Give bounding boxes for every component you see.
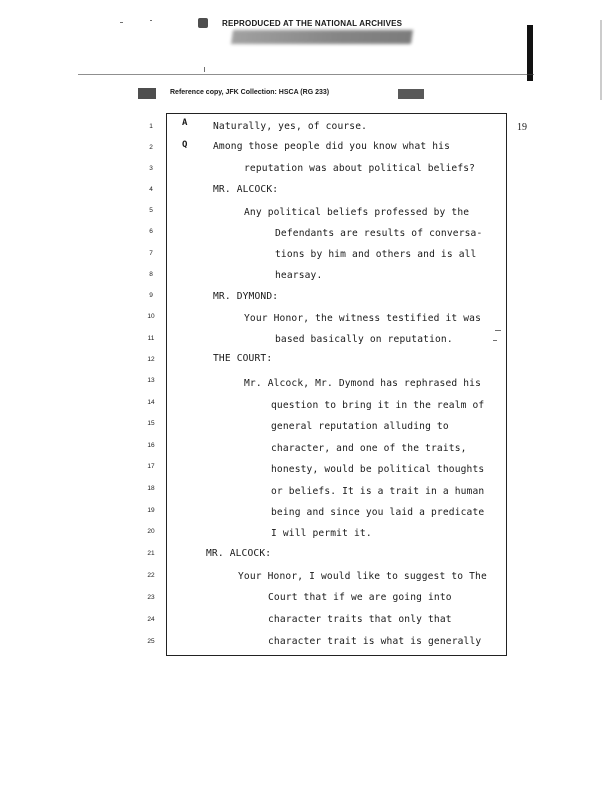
line-number: 11 <box>147 335 155 342</box>
line-number: 25 <box>147 638 155 645</box>
line-number: 21 <box>147 550 155 557</box>
redaction-mark-right <box>398 89 424 99</box>
transcript-line: I will permit it. <box>271 528 372 539</box>
speaker-heading: THE COURT: <box>213 353 273 364</box>
transcript-line: honesty, would be political thoughts <box>271 464 485 475</box>
speaker-heading: MR. DYMOND: <box>213 291 279 302</box>
line-number: 6 <box>149 228 153 235</box>
transcript-line: question to bring it in the realm of <box>271 400 485 411</box>
transcript-line: reputation was about political beliefs? <box>244 163 476 174</box>
transcript-line: character traits that only that <box>268 614 452 625</box>
line-number: 9 <box>149 292 153 299</box>
transcript-line: being and since you laid a predicate <box>271 507 485 518</box>
line-number: 2 <box>149 144 153 151</box>
scan-speck <box>120 22 123 23</box>
transcript-line: Court that if we are going into <box>268 592 452 603</box>
line-number: 15 <box>147 420 155 427</box>
transcript-line: or beliefs. It is a trait in a human <box>271 486 485 497</box>
scan-speck <box>150 20 152 21</box>
transcript-line: hearsay. <box>275 270 323 281</box>
stamp-smudge <box>231 30 413 44</box>
transcript-line: Naturally, yes, of course. <box>213 121 368 132</box>
line-number: 1 <box>149 123 153 130</box>
transcript-line: Any political beliefs professed by the <box>244 207 470 218</box>
transcript-line: Among those people did you know what his <box>213 141 451 152</box>
line-number: 23 <box>147 594 155 601</box>
speaker-heading: MR. ALCOCK: <box>213 184 279 195</box>
line-number: 16 <box>147 442 155 449</box>
line-number: 3 <box>149 165 153 172</box>
transcript-line: based basically on reputation. <box>275 334 453 345</box>
transcript-line: tions by him and others and is all <box>275 249 477 260</box>
line-number: 17 <box>147 463 155 470</box>
transcript-line: Mr. Alcock, Mr. Dymond has rephrased his <box>244 378 482 389</box>
scan-edge-mark-top <box>527 25 533 81</box>
speaker-label: A <box>182 118 188 128</box>
redaction-mark-left <box>138 88 156 99</box>
line-number: 12 <box>147 356 155 363</box>
line-number: 10 <box>147 313 155 320</box>
transcript-line: Your Honor, the witness testified it was <box>244 313 482 324</box>
transcript-line: general reputation alluding to <box>271 421 449 432</box>
transcript-line: Defendants are results of conversa- <box>275 228 483 239</box>
line-number: 22 <box>147 572 155 579</box>
speaker-label: Q <box>182 140 188 150</box>
stamp-mark <box>198 18 208 28</box>
line-number: 24 <box>147 616 155 623</box>
line-number: 5 <box>149 207 153 214</box>
line-number: 4 <box>149 186 153 193</box>
page-number: 19 <box>517 122 527 133</box>
scan-speck <box>204 67 205 72</box>
scan-speck <box>600 20 602 100</box>
line-number: 14 <box>147 399 155 406</box>
reference-line: Reference copy, JFK Collection: HSCA (RG 233) <box>170 89 330 96</box>
line-number: 8 <box>149 271 153 278</box>
line-number: 13 <box>147 377 155 384</box>
line-number: 7 <box>149 250 153 257</box>
transcript-line: Your Honor, I would like to suggest to The <box>238 571 487 582</box>
speaker-heading: MR. ALCOCK: <box>206 548 272 559</box>
archives-stamp: REPRODUCED AT THE NATIONAL ARCHIVES <box>222 19 403 28</box>
transcript-line: character trait is what is generally <box>268 636 482 647</box>
line-number: 18 <box>147 485 155 492</box>
line-number: 20 <box>147 528 155 535</box>
transcript-line: character, and one of the traits, <box>271 443 467 454</box>
scan-rule <box>78 74 534 75</box>
line-number: 19 <box>147 507 155 514</box>
